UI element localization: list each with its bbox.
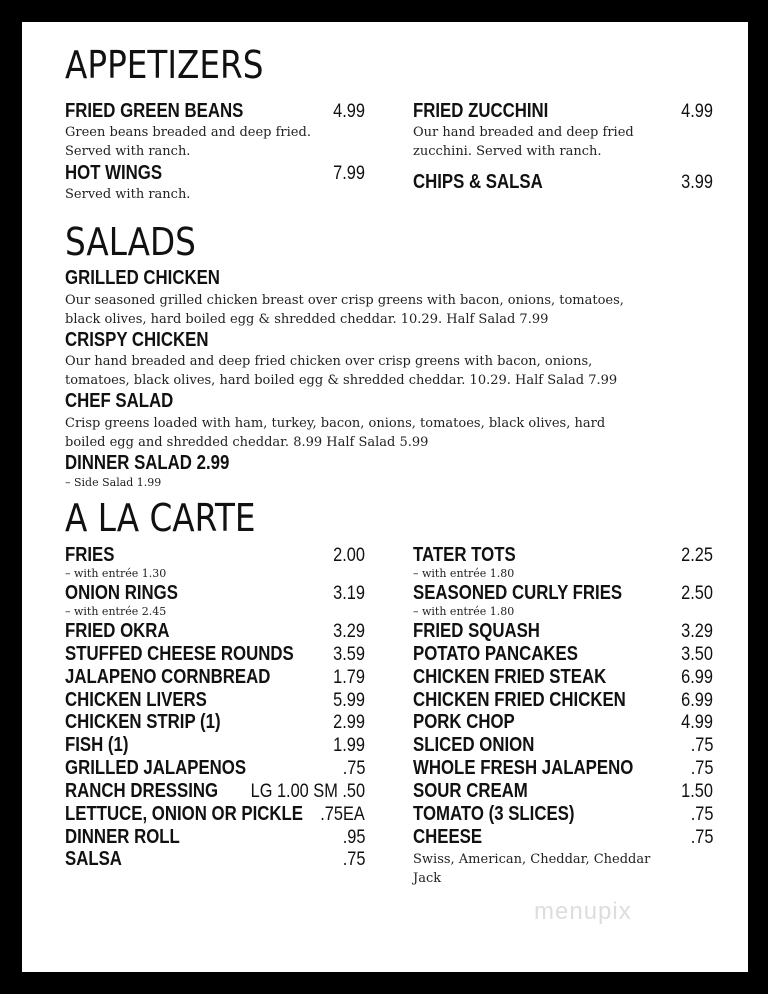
tater-tots-price: 2.25 xyxy=(681,545,713,566)
fried-okra-name: FRIED OKRA xyxy=(65,620,170,642)
dinner-salad-sub: – Side Salad 1.99 xyxy=(65,476,162,489)
cheese-desc-2: Jack xyxy=(413,871,442,886)
hot-wings-name: HOT WINGS xyxy=(65,162,163,184)
fried-green-beans-desc-1: Green beans breaded and deep fried. xyxy=(65,125,311,140)
ranch-dressing-price: LG 1.00 SM .50 xyxy=(250,781,365,802)
tomato-name: TOMATO (3 SLICES) xyxy=(413,803,575,825)
chef-salad-desc-1: Crisp greens loaded with ham, turkey, bacon, onions, tomatoes, black olives, hard xyxy=(65,416,606,431)
jalapeno-cornbread-name: JALAPENO CORNBREAD xyxy=(65,666,271,688)
menu-page xyxy=(22,22,748,972)
stuffed-cheese-rounds-price: 3.59 xyxy=(333,644,365,665)
appetizers-heading: APPETIZERS xyxy=(65,43,264,87)
pork-chop-price: 4.99 xyxy=(681,712,713,733)
onion-rings-sub: – with entrée 2.45 xyxy=(65,605,167,618)
chicken-fried-chicken-name: CHICKEN FRIED CHICKEN xyxy=(413,689,626,711)
grilled-chicken-desc-1: Our seasoned grilled chicken breast over crisp greens with bacon, onions, tomatoes, xyxy=(65,293,624,308)
tater-tots-sub: – with entrée 1.80 xyxy=(413,567,515,580)
fried-squash-name: FRIED SQUASH xyxy=(413,620,540,642)
salsa-name: SALSA xyxy=(65,848,122,870)
lettuce-onion-pickle-name: LETTUCE, ONION OR PICKLE xyxy=(65,803,304,825)
grilled-chicken-name: GRILLED CHICKEN xyxy=(65,267,220,289)
seasoned-curly-fries-name: SEASONED CURLY FRIES xyxy=(413,582,623,604)
crispy-chicken-name: CRISPY CHICKEN xyxy=(65,329,209,351)
chicken-strip-price: 2.99 xyxy=(333,712,365,733)
fried-zucchini-desc-1: Our hand breaded and deep fried xyxy=(413,125,634,140)
chicken-fried-steak-price: 6.99 xyxy=(681,667,713,688)
dinner-salad-name: DINNER SALAD 2.99 xyxy=(65,452,230,474)
onion-rings-price: 3.19 xyxy=(333,583,365,604)
dinner-roll-name: DINNER ROLL xyxy=(65,826,180,848)
potato-pancakes-price: 3.50 xyxy=(681,644,713,665)
fries-name: FRIES xyxy=(65,544,115,566)
fried-green-beans-desc-2: Served with ranch. xyxy=(65,144,191,159)
crispy-chicken-desc-2: tomatoes, black olives, hard boiled egg & shredded cheddar. 10.29. Half Salad 7.99 xyxy=(65,373,618,388)
chicken-strip-name: CHICKEN STRIP (1) xyxy=(65,711,221,733)
jalapeno-cornbread-price: 1.79 xyxy=(333,667,365,688)
crispy-chicken-desc-1: Our hand breaded and deep fried chicken over crisp greens with bacon, onions, xyxy=(65,354,593,369)
dinner-roll-price: .95 xyxy=(342,827,365,848)
chef-salad-name: CHEF SALAD xyxy=(65,390,174,412)
salads-heading: SALADS xyxy=(65,220,196,264)
fried-green-beans-name: FRIED GREEN BEANS xyxy=(65,100,244,122)
fish-name: FISH (1) xyxy=(65,734,129,756)
sliced-onion-price: .75 xyxy=(690,735,713,756)
tomato-price: .75 xyxy=(690,804,713,825)
fries-price: 2.00 xyxy=(333,545,365,566)
fried-squash-price: 3.29 xyxy=(681,621,713,642)
chicken-livers-price: 5.99 xyxy=(333,690,365,711)
cheese-desc-1: Swiss, American, Cheddar, Cheddar xyxy=(413,852,651,867)
grilled-chicken-desc-2: black olives, hard boiled egg & shredded cheddar. 10.29. Half Salad 7.99 xyxy=(65,312,549,327)
seasoned-curly-fries-price: 2.50 xyxy=(681,583,713,604)
fried-green-beans-price: 4.99 xyxy=(333,101,365,122)
cheese-price: .75 xyxy=(690,827,713,848)
grilled-jalapenos-name: GRILLED JALAPENOS xyxy=(65,757,247,779)
lettuce-onion-pickle-price: .75EA xyxy=(320,804,365,825)
fried-okra-price: 3.29 xyxy=(333,621,365,642)
chicken-fried-steak-name: CHICKEN FRIED STEAK xyxy=(413,666,607,688)
a-la-carte-heading: A LA CARTE xyxy=(65,496,256,540)
whole-fresh-jalapeno-name: WHOLE FRESH JALAPENO xyxy=(413,757,634,779)
sour-cream-name: SOUR CREAM xyxy=(413,780,528,802)
grilled-jalapenos-price: .75 xyxy=(342,758,365,779)
chef-salad-desc-2: boiled egg and shredded cheddar. 8.99 Half Salad 5.99 xyxy=(65,435,429,450)
fried-zucchini-price: 4.99 xyxy=(681,101,713,122)
potato-pancakes-name: POTATO PANCAKES xyxy=(413,643,578,665)
pork-chop-name: PORK CHOP xyxy=(413,711,515,733)
stuffed-cheese-rounds-name: STUFFED CHEESE ROUNDS xyxy=(65,643,294,665)
menupix-watermark: menupix xyxy=(534,898,632,925)
chips-salsa-name: CHIPS & SALSA xyxy=(413,171,543,193)
sliced-onion-name: SLICED ONION xyxy=(413,734,535,756)
onion-rings-name: ONION RINGS xyxy=(65,582,178,604)
chips-salsa-price: 3.99 xyxy=(681,172,713,193)
whole-fresh-jalapeno-price: .75 xyxy=(690,758,713,779)
fries-sub: – with entrée 1.30 xyxy=(65,567,167,580)
fried-zucchini-desc-2: zucchini. Served with ranch. xyxy=(413,144,602,159)
salsa-price: .75 xyxy=(342,849,365,870)
hot-wings-desc: Served with ranch. xyxy=(65,187,191,202)
tater-tots-name: TATER TOTS xyxy=(413,544,516,566)
chicken-fried-chicken-price: 6.99 xyxy=(681,690,713,711)
sour-cream-price: 1.50 xyxy=(681,781,713,802)
ranch-dressing-name: RANCH DRESSING xyxy=(65,780,219,802)
fried-zucchini-name: FRIED ZUCCHINI xyxy=(413,100,549,122)
hot-wings-price: 7.99 xyxy=(333,163,365,184)
cheese-name: CHEESE xyxy=(413,826,483,848)
chicken-livers-name: CHICKEN LIVERS xyxy=(65,689,207,711)
seasoned-curly-fries-sub: – with entrée 1.80 xyxy=(413,605,515,618)
fish-price: 1.99 xyxy=(333,735,365,756)
